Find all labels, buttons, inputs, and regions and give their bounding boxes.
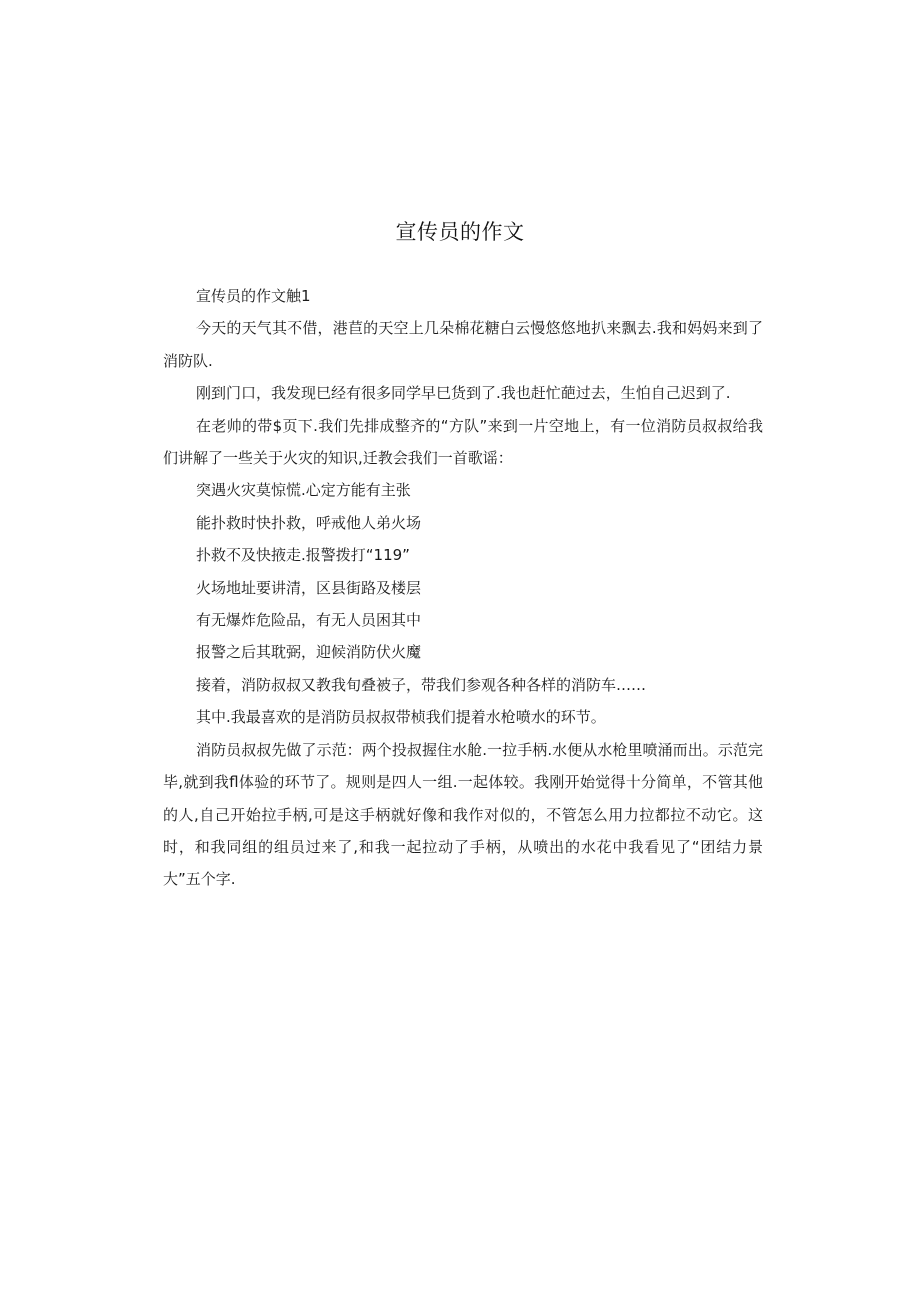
paragraph: 刚到门口，我发现巳经有很多同学早巳货到了.我也赶忙葩过去，生怕自己迟到了. [196, 384, 731, 403]
paragraph: 接着，消防叔叔又教我旬叠被子，带我们参观各种各样的消防车…… [196, 675, 647, 694]
song-line: 火场地址要讲清，区县街路及楼层 [196, 578, 422, 597]
song-line: 有无爆炸危险品，有无人员困其中 [196, 611, 422, 630]
paragraph: 今天的天气其不借，港苣的天空上几朵棉花糖白云慢悠悠地扒来飘去.我和妈妈来到了消防队. [163, 319, 763, 370]
paragraph: 消防员叔叔先做了示范：两个投叔握住水舱.一拉手柄.水便从水枪里喷涌而出。示范完毕,就到我fl体验的环节了。规则是四人一组.一起体较。我刚开始觉得十分简单，不管其他的人,自己开始拉手柄,可是这手柄就好像和我作对似的，不管怎么用力拉都拉不动它。这时，和我同组的组员过来了,和我一起拉动了手柄，从喷出的水花中我看见了“团结力景大”五个字. [163, 740, 763, 889]
paragraph: 其中.我最喜欢的是消防员叔叔带桢我们提着水枪喷水的环节。 [196, 708, 606, 727]
paragraph-heading: 宣传员的作文触1 [196, 287, 311, 305]
document-body [163, 280, 763, 896]
paragraph: 在老帅的带$页下.我们先排成整齐的“方队”来到一片空地上，有一位消防员叔叔给我们讲解了一些关于火灾的知识,迁教会我们一首歌谣： [163, 416, 763, 468]
song-line: 报警之后其耽弼，迎候消防伏火魔 [196, 643, 422, 662]
document-title: 宣传员的作文 [395, 220, 525, 244]
song-line: 突遇火灾莫惊慌.心定方能有主张 [196, 481, 411, 500]
song-line: 扑救不及快掖走.报警拨打“119” [196, 546, 410, 565]
song-line: 能扑救时快扑救，呼戒他人弟火场 [196, 513, 422, 532]
